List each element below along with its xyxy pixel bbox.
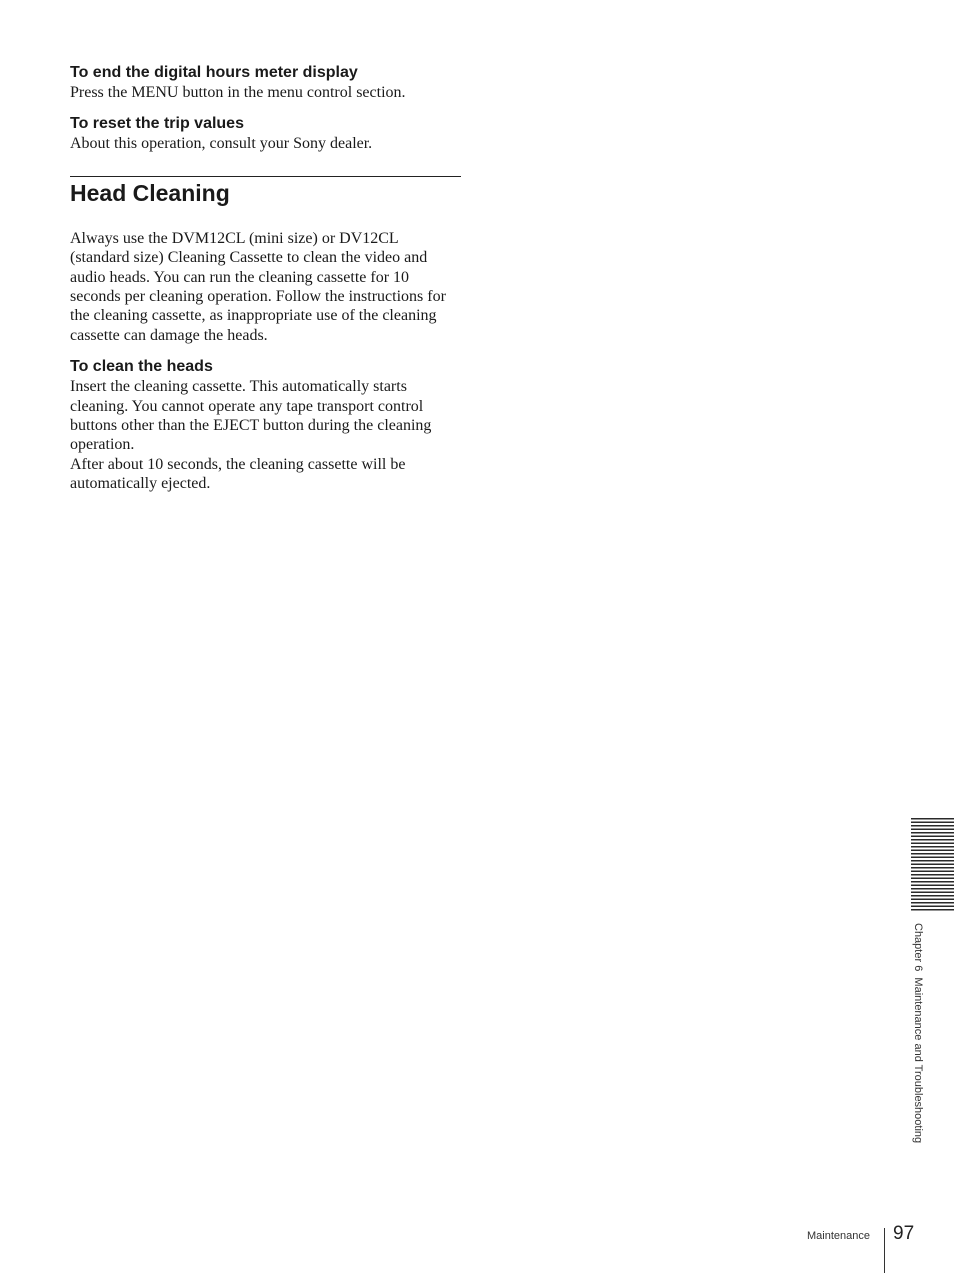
reset-trip-text: About this operation, consult your Sony dealer. [70, 135, 373, 153]
clean-heads-heading: To clean the heads [70, 358, 213, 376]
chapter-thumb-tab [911, 818, 954, 912]
end-display-block [70, 63, 461, 102]
footer-divider [884, 1228, 885, 1273]
section-divider [70, 176, 461, 207]
chapter-label: Chapter 6 Maintenance and Troubleshooting [912, 923, 924, 1144]
end-display-heading: To end the digital hours meter display [70, 64, 358, 81]
clean-heads-block [70, 357, 461, 493]
reset-trip-block [70, 114, 461, 153]
footer-section-label: Maintenance [807, 1230, 870, 1242]
page-content [70, 63, 461, 506]
head-cleaning-intro: Always use the DVM12CL (mini size) or DV12CL (standard size) Cleaning Cassette to clean the video and audio heads. You can run the cleaning cassette for 10 seconds per cleaning operation. Follow the instructions for the cleaning cassette, as inappropriate use of the cleaning cassette can damage the heads. [70, 229, 446, 344]
clean-heads-para-1: Insert the cleaning cassette. This automatically starts cleaning. You cannot operate any tape transport control buttons other than the EJECT button during the cleaning operation. [70, 378, 432, 454]
end-display-text: Press the MENU button in the menu control section. [70, 84, 406, 101]
reset-trip-heading: To reset the trip values [70, 115, 244, 133]
page-number: 97 [893, 1223, 915, 1244]
head-cleaning-title: Head Cleaning [70, 179, 230, 206]
clean-heads-para-2: After about 10 seconds, the cleaning cassette will be automatically ejected. [70, 455, 406, 493]
